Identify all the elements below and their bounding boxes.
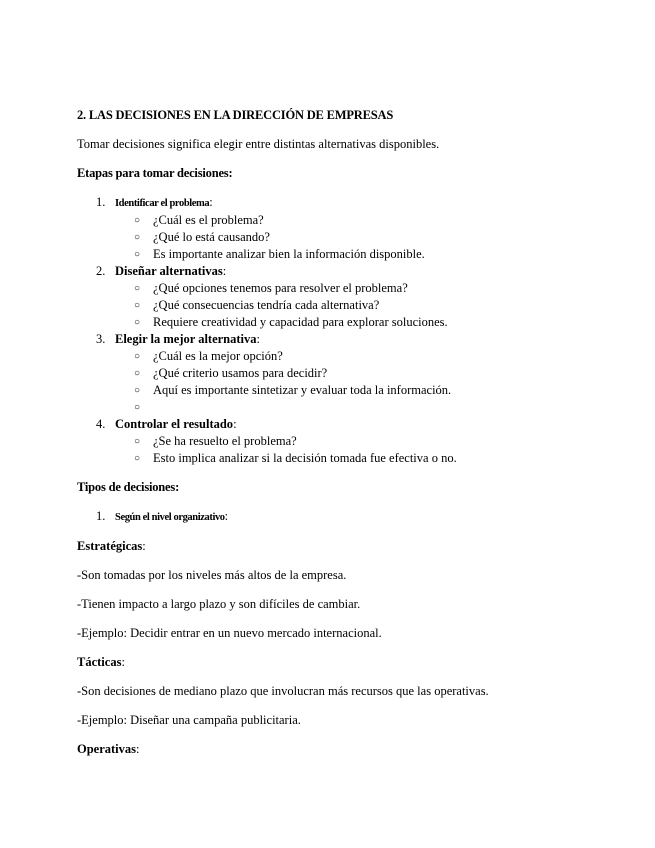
circle-bullet-icon: ○ bbox=[134, 300, 141, 311]
tactical-line: -Son decisiones de mediano plazo que involucran más recursos que las operativas. bbox=[77, 684, 489, 698]
stage-label: Identificar el problema bbox=[115, 198, 210, 209]
sub-item-text: ¿Qué criterio usamos para decidir? bbox=[153, 366, 328, 380]
sub-item-text: ¿Qué consecuencias tendría cada alternativa? bbox=[153, 298, 380, 312]
sub-item bbox=[77, 212, 622, 229]
stage-colon: : bbox=[209, 195, 213, 209]
document-page bbox=[77, 107, 622, 770]
sub-item bbox=[77, 246, 622, 263]
circle-bullet-icon: ○ bbox=[134, 232, 141, 243]
sub-item-text: Esto implica analizar si la decisión tomada fue efectiva o no. bbox=[153, 451, 457, 465]
circle-bullet-icon: ○ bbox=[134, 385, 141, 396]
circle-bullet-icon: ○ bbox=[134, 436, 141, 447]
sub-item bbox=[77, 450, 622, 467]
stage-colon: : bbox=[256, 332, 261, 346]
stage-item bbox=[77, 263, 622, 280]
sub-item bbox=[77, 297, 622, 314]
circle-bullet-icon: ○ bbox=[134, 402, 141, 413]
types-list bbox=[77, 508, 622, 526]
sub-item bbox=[77, 280, 622, 297]
intro-paragraph: Tomar decisiones significa elegir entre distintas alternativas disponibles. bbox=[77, 137, 440, 151]
stage-number: 4. bbox=[96, 417, 106, 431]
stage-colon: : bbox=[222, 264, 227, 278]
sub-item-text: ¿Se ha resuelto el problema? bbox=[153, 434, 297, 448]
stage-colon: : bbox=[233, 417, 237, 431]
stage-item bbox=[77, 331, 622, 348]
sub-item-text: ¿Cuál es la mejor opción? bbox=[153, 349, 283, 363]
strategic-line: -Ejemplo: Decidir entrar en un nuevo mercado internacional. bbox=[77, 626, 382, 640]
sub-item bbox=[77, 314, 622, 331]
sub-item-text: ¿Qué opciones tenemos para resolver el problema? bbox=[153, 281, 408, 295]
circle-bullet-icon: ○ bbox=[134, 249, 141, 260]
sub-item-text: ¿Qué lo está causando? bbox=[153, 230, 270, 244]
stage-label: Elegir la mejor alternativa bbox=[115, 332, 257, 346]
operative-colon: : bbox=[136, 742, 140, 756]
stage-sublist bbox=[77, 348, 622, 416]
strategic-line: -Son tomadas por los niveles más altos de la empresa. bbox=[77, 568, 347, 582]
sub-item-text: Es importante analizar bien la información disponible. bbox=[153, 247, 425, 261]
strategic-line: -Tienen impacto a largo plazo y son difíciles de cambiar. bbox=[77, 597, 361, 611]
circle-bullet-icon: ○ bbox=[134, 368, 141, 379]
sub-item bbox=[77, 433, 622, 450]
sub-item-empty bbox=[77, 399, 622, 416]
strategic-heading bbox=[77, 538, 622, 555]
types-colon: : bbox=[224, 509, 229, 523]
types-heading: Tipos de decisiones: bbox=[77, 480, 180, 494]
operative-label: Operativas bbox=[77, 742, 137, 756]
stage-sublist bbox=[77, 212, 622, 263]
circle-bullet-icon: ○ bbox=[134, 453, 141, 464]
tactical-heading bbox=[77, 654, 622, 671]
sub-item-text: Requiere creatividad y capacidad para explorar soluciones. bbox=[153, 315, 448, 329]
stage-sublist bbox=[77, 433, 622, 467]
sub-item bbox=[77, 382, 622, 399]
stages-list bbox=[77, 194, 622, 467]
types-label: Según el nivel organizativo bbox=[115, 512, 225, 523]
sub-item bbox=[77, 229, 622, 246]
circle-bullet-icon: ○ bbox=[134, 351, 141, 362]
stage-item bbox=[77, 416, 622, 433]
section-title: 2. LAS DECISIONES EN LA DIRECCIÓN DE EMPRESAS bbox=[77, 108, 394, 122]
tactical-colon: : bbox=[121, 655, 125, 669]
stage-number: 3. bbox=[96, 332, 106, 346]
circle-bullet-icon: ○ bbox=[134, 215, 141, 226]
stage-item bbox=[77, 194, 622, 212]
stage-number: 1. bbox=[96, 195, 106, 209]
types-number: 1. bbox=[96, 509, 106, 523]
sub-item-text: ¿Cuál es el problema? bbox=[153, 213, 264, 227]
tactical-line: -Ejemplo: Diseñar una campaña publicitaria. bbox=[77, 713, 301, 727]
sub-item-text: Aquí es importante sintetizar y evaluar toda la información. bbox=[153, 383, 452, 397]
sub-item bbox=[77, 365, 622, 382]
tactical-label: Tácticas bbox=[77, 655, 122, 669]
stages-heading: Etapas para tomar decisiones: bbox=[77, 166, 233, 180]
circle-bullet-icon: ○ bbox=[134, 317, 141, 328]
stage-label: Diseñar alternativas bbox=[115, 264, 223, 278]
circle-bullet-icon: ○ bbox=[134, 283, 141, 294]
stage-number: 2. bbox=[96, 264, 106, 278]
strategic-label: Estratégicas bbox=[77, 539, 143, 553]
strategic-colon: : bbox=[142, 539, 146, 553]
stage-sublist bbox=[77, 280, 622, 331]
sub-item bbox=[77, 348, 622, 365]
types-list-item bbox=[77, 508, 622, 526]
operative-heading bbox=[77, 741, 622, 758]
stage-label: Controlar el resultado bbox=[115, 417, 234, 431]
